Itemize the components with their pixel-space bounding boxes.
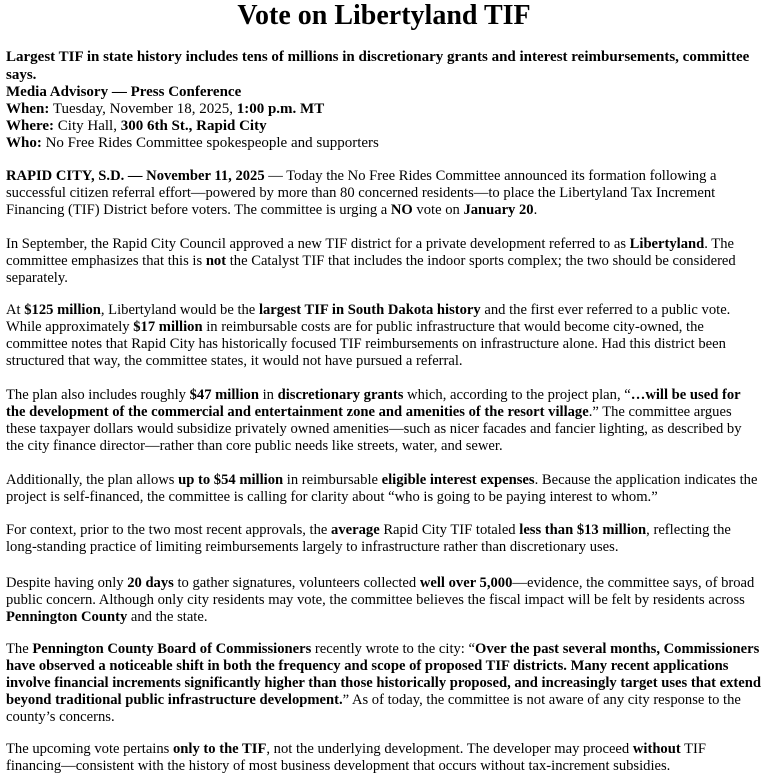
paragraph-size: At $125 million, Libertyland would be the largest TIF in South Dakota history and the first ever referred to a public vote. While approximately $17 million in reimbursable costs are for public infrastructure that would become city-owned, the committee notes that Rapid City has historically focused TIF reimbursements on infrastructure alone. Had this district been structured that way, the committee states, it would not have pursued a referral. [6, 302, 731, 369]
paragraph-signatures: Despite having only 20 days to gather signatures, volunteers collected well over 5,000—evidence, the committee says, of broad public concern. Although only city residents may vote, the committee believes the fiscal impact will be felt by residents across Pennington County and the state. [6, 575, 755, 625]
paragraph-announcement: RAPID CITY, S.D. — November 11, 2025 — Today the No Free Rides Committee announced its formation following a successful citizen referral effort—powered by more than 80 concerned residents—to place the Libertyland Tax Increment Financing (TIF) District before voters. The committee is urging a NO vote on January 20. [6, 168, 717, 218]
paragraph-context: For context, prior to the two most recent approvals, the average Rapid City TIF totaled less than $13 million, reflecting the long-standing practice of limiting reimbursements largely to infrastructure rather than discretionary uses. [6, 522, 731, 555]
advisory-who: Who: No Free Rides Committee spokespeople and supporters [6, 135, 379, 151]
advisory-when: When: Tuesday, November 18, 2025, 1:00 p.m. MT [6, 101, 325, 117]
subtitle: Largest TIF in state history includes tens of millions in discretionary grants and interest reimbursements, committee says. [6, 49, 750, 83]
media-advisory [6, 84, 762, 152]
advisory-heading: Media Advisory — Press Conference [6, 84, 242, 100]
paragraph-interest: Additionally, the plan allows up to $54 million in reimbursable eligible interest expenses. Because the application indicates the project is self-financed, the committee is calling for clarity about “who is going to be paying interest to whom.” [6, 472, 758, 505]
page-title: Vote on Libertyland TIF [237, 0, 531, 31]
paragraph-libertyland: In September, the Rapid City Council approved a new TIF district for a private development referred to as Libertyland. The committee emphasizes that this is not the Catalyst TIF that includes the indoor sports complex; the two should be considered separately. [6, 236, 736, 286]
advisory-where: Where: City Hall, 300 6th St., Rapid City [6, 118, 267, 134]
paragraph-vote-scope: The upcoming vote pertains only to the TIF, not the underlying development. The developer may proceed without TIF financing—consistent with the history of most business development that occurs without tax-increment subsidies. [6, 741, 706, 774]
paragraph-grants: The plan also includes roughly $47 million in discretionary grants which, according to the project plan, “…will be used for the development of the commercial and entertainment zone and amenities of the resort village.” The committee argues these taxpayer dollars would subsidize privately owned amenities—such as nicer facades and fancier lighting, as described by the city finance director—rather than core public needs like streets, water, and sewer. [6, 387, 742, 454]
paragraph-county-letter: The Pennington County Board of Commissioners recently wrote to the city: “Over the past several months, Commissioners have observed a noticeable shift in both the frequency and scope of proposed TIF districts. Many recent applications involve financial increments significantly higher than those historically proposed, and increasingly target uses that extend beyond traditional public infrastructure development.” As of today, the committee is not aware of any city response to the county’s concerns. [6, 641, 761, 725]
